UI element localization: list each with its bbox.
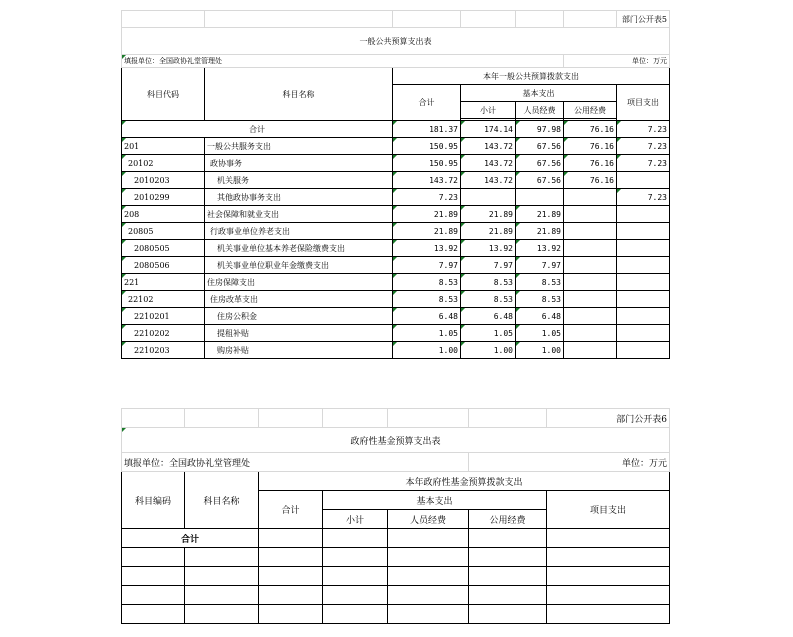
cell-name: 机关服务 <box>205 172 393 189</box>
cell-personnel: 8.53 <box>516 274 564 291</box>
cell-total: 150.95 <box>393 138 461 155</box>
cell-total: 1.05 <box>393 325 461 342</box>
cell-project: 7.23 <box>617 121 670 138</box>
header-name: 科目名称 <box>185 472 259 529</box>
cell-personnel <box>516 189 564 206</box>
cell-total: 150.95 <box>393 155 461 172</box>
cell-public <box>564 342 617 359</box>
cell-total: 13.92 <box>393 240 461 257</box>
cell-total: 21.89 <box>393 223 461 240</box>
cell-code: 201 <box>122 138 205 155</box>
total-label: 合计 <box>122 529 259 548</box>
table-row <box>122 291 670 308</box>
cell-name: 购房补贴 <box>205 342 393 359</box>
table-row <box>122 206 670 223</box>
cell-project: 7.23 <box>617 189 670 206</box>
cell-subtotal: 8.53 <box>461 274 516 291</box>
cell-code: 208 <box>122 206 205 223</box>
cell-subtotal: 21.89 <box>461 206 516 223</box>
cell-personnel: 6.48 <box>516 308 564 325</box>
cell-public: 76.16 <box>564 155 617 172</box>
cell-code: 2210203 <box>122 342 205 359</box>
cell-code: 20805 <box>122 223 205 240</box>
cell-subtotal: 7.97 <box>461 257 516 274</box>
header-subtotal: 小计 <box>461 102 516 119</box>
header-total: 合计 <box>393 85 461 121</box>
header-name: 科目名称 <box>205 68 393 121</box>
cell-public: 76.16 <box>564 121 617 138</box>
cell-subtotal: 143.72 <box>461 172 516 189</box>
cell-personnel: 21.89 <box>516 206 564 223</box>
cell-public: 76.16 <box>564 138 617 155</box>
cell-name: 住房保障支出 <box>205 274 393 291</box>
cell-total: 7.23 <box>393 189 461 206</box>
cell-code: 2010299 <box>122 189 205 206</box>
unit-label: 单位：万元 <box>564 55 670 68</box>
header-total: 合计 <box>259 491 323 529</box>
table-5-sheet <box>121 10 670 359</box>
header-basic: 基本支出 <box>461 85 617 102</box>
table-row <box>122 172 670 189</box>
cell-subtotal: 21.89 <box>461 223 516 240</box>
cell-project <box>617 240 670 257</box>
header-personnel: 人员经费 <box>388 510 469 529</box>
cell-public <box>564 240 617 257</box>
cell-public <box>564 325 617 342</box>
cell-public <box>564 223 617 240</box>
header-group: 本年一般公共预算拨款支出 <box>393 68 670 85</box>
table-row <box>122 605 670 624</box>
cell-name: 机关事业单位基本养老保险缴费支出 <box>205 240 393 257</box>
cell-total: 7.97 <box>393 257 461 274</box>
cell-public <box>564 291 617 308</box>
cell-personnel: 13.92 <box>516 240 564 257</box>
cell-name: 住房改革支出 <box>205 291 393 308</box>
table-row <box>122 189 670 206</box>
cell-total: 143.72 <box>393 172 461 189</box>
header-public: 公用经费 <box>564 102 617 119</box>
table-row <box>122 223 670 240</box>
table-row <box>122 257 670 274</box>
cell-public: 76.16 <box>564 172 617 189</box>
cell-project <box>617 291 670 308</box>
table-title: 一般公共预算支出表 <box>122 28 670 55</box>
cell-project <box>617 257 670 274</box>
filing-unit: 填报单位：全国政协礼堂管理处 <box>122 453 469 472</box>
cell-code: 2080506 <box>122 257 205 274</box>
cell-project <box>617 325 670 342</box>
cell-subtotal: 174.14 <box>461 121 516 138</box>
cell-project <box>617 274 670 291</box>
cell-subtotal: 1.00 <box>461 342 516 359</box>
cell-personnel: 8.53 <box>516 291 564 308</box>
filing-unit: 填报单位：全国政协礼堂管理处 <box>122 55 564 68</box>
header-subtotal: 小计 <box>323 510 388 529</box>
general-budget-expenditure-table <box>121 10 670 359</box>
table-tag: 部门公开表6 <box>547 409 670 428</box>
cell-name: 提租补贴 <box>205 325 393 342</box>
header-group: 本年政府性基金预算拨款支出 <box>259 472 670 491</box>
cell-code: 2210201 <box>122 308 205 325</box>
table-row <box>122 308 670 325</box>
cell-total: 6.48 <box>393 308 461 325</box>
cell-public <box>564 189 617 206</box>
cell-personnel: 97.98 <box>516 121 564 138</box>
cell-project <box>617 342 670 359</box>
cell-name: 其他政协事务支出 <box>205 189 393 206</box>
table-title: 政府性基金预算支出表 <box>122 428 670 453</box>
header-basic: 基本支出 <box>323 491 547 510</box>
table-row <box>122 567 670 586</box>
cell-subtotal: 6.48 <box>461 308 516 325</box>
cell-subtotal: 8.53 <box>461 291 516 308</box>
cell-personnel: 67.56 <box>516 155 564 172</box>
cell-project <box>617 223 670 240</box>
total-row <box>122 529 670 548</box>
cell-subtotal: 13.92 <box>461 240 516 257</box>
header-project: 项目支出 <box>547 491 670 529</box>
cell-name: 政协事务 <box>205 155 393 172</box>
cell-code: 221 <box>122 274 205 291</box>
cell-total: 8.53 <box>393 291 461 308</box>
total-label: 合计 <box>122 121 393 138</box>
table-row <box>122 155 670 172</box>
cell-name: 住房公积金 <box>205 308 393 325</box>
total-row <box>122 121 670 138</box>
cell-personnel: 67.56 <box>516 172 564 189</box>
cell-subtotal: 143.72 <box>461 155 516 172</box>
cell-name: 一般公共服务支出 <box>205 138 393 155</box>
cell-personnel: 1.05 <box>516 325 564 342</box>
cell-name: 行政事业单位养老支出 <box>205 223 393 240</box>
cell-public <box>564 274 617 291</box>
cell-subtotal: 143.72 <box>461 138 516 155</box>
cell-project: 7.23 <box>617 155 670 172</box>
cell-project <box>617 308 670 325</box>
cell-project: 7.23 <box>617 138 670 155</box>
cell-personnel: 67.56 <box>516 138 564 155</box>
table-tag: 部门公开表5 <box>617 11 670 28</box>
cell-public <box>564 206 617 223</box>
cell-subtotal: 1.05 <box>461 325 516 342</box>
cell-subtotal <box>461 189 516 206</box>
government-fund-expenditure-table <box>121 408 670 624</box>
cell-total: 181.37 <box>393 121 461 138</box>
cell-code: 2210202 <box>122 325 205 342</box>
cell-project <box>617 172 670 189</box>
header-code: 科目编码 <box>122 472 185 529</box>
table-row <box>122 548 670 567</box>
cell-code: 22102 <box>122 291 205 308</box>
header-personnel: 人员经费 <box>516 102 564 119</box>
table-row <box>122 586 670 605</box>
cell-project <box>617 206 670 223</box>
cell-code: 2010203 <box>122 172 205 189</box>
table-6-sheet <box>121 408 670 624</box>
table-row <box>122 240 670 257</box>
cell-public <box>564 308 617 325</box>
cell-total: 21.89 <box>393 206 461 223</box>
cell-public <box>564 257 617 274</box>
header-public: 公用经费 <box>469 510 547 529</box>
table-row <box>122 274 670 291</box>
table-row <box>122 138 670 155</box>
header-project: 项目支出 <box>617 85 670 121</box>
cell-code: 2080505 <box>122 240 205 257</box>
header-code: 科目代码 <box>122 68 205 121</box>
table-row <box>122 342 670 359</box>
unit-label: 单位：万元 <box>469 453 670 472</box>
cell-name: 机关事业单位职业年金缴费支出 <box>205 257 393 274</box>
cell-personnel: 1.00 <box>516 342 564 359</box>
cell-total: 8.53 <box>393 274 461 291</box>
cell-code: 20102 <box>122 155 205 172</box>
cell-total: 1.00 <box>393 342 461 359</box>
table-row <box>122 325 670 342</box>
cell-personnel: 21.89 <box>516 223 564 240</box>
cell-personnel: 7.97 <box>516 257 564 274</box>
cell-name: 社会保障和就业支出 <box>205 206 393 223</box>
